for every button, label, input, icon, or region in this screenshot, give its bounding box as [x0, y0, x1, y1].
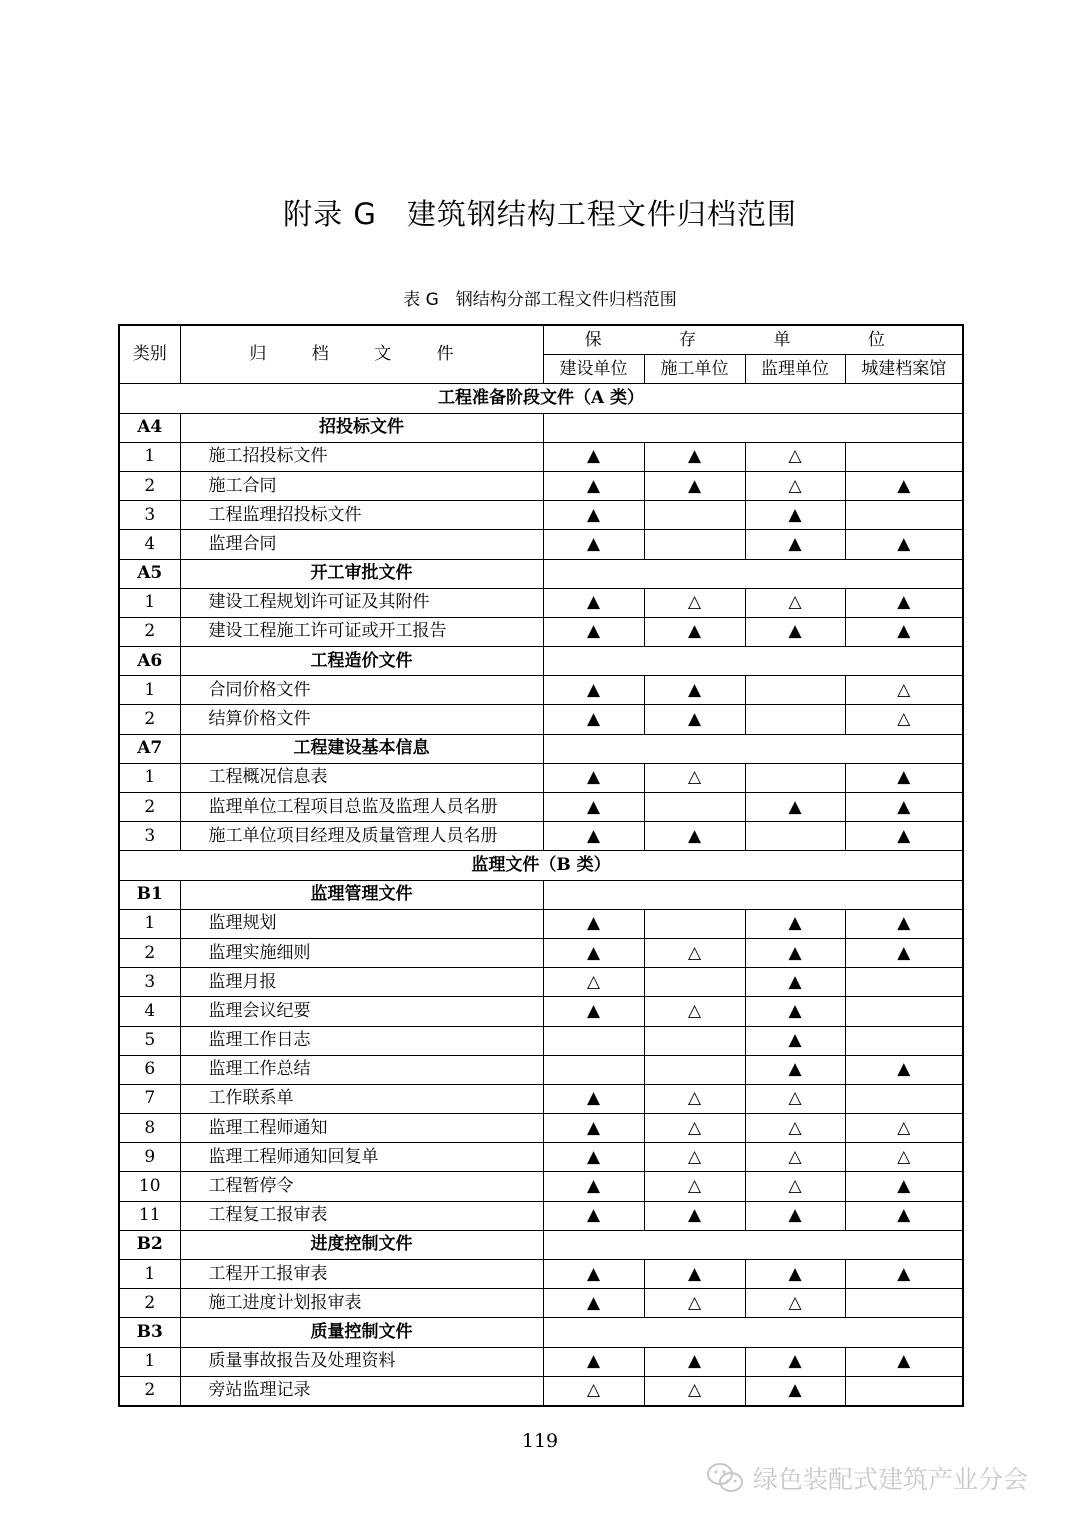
mark-supervisor: △ [745, 1084, 845, 1113]
item-number: 3 [119, 501, 180, 530]
mark-supervisor: ▲ [745, 1201, 845, 1230]
mark-owner: ▲ [543, 938, 644, 967]
mark-contractor [644, 1055, 745, 1084]
table-row [119, 1376, 963, 1406]
group-code: B2 [119, 1230, 180, 1259]
header-unit-supervisor: 监理单位 [745, 355, 845, 384]
group-row [119, 1318, 963, 1347]
mark-contractor: △ [644, 763, 745, 792]
mark-owner: ▲ [543, 530, 644, 559]
mark-contractor: ▲ [644, 1260, 745, 1289]
item-document-name: 监理月报 [180, 968, 543, 997]
item-document-name: 监理工作总结 [180, 1055, 543, 1084]
group-title: 质量控制文件 [180, 1318, 543, 1347]
mark-archive: ▲ [845, 1347, 963, 1376]
table-row [119, 1055, 963, 1084]
table-row [119, 530, 963, 559]
header-unit-owner: 建设单位 [543, 355, 644, 384]
mark-archive: ▲ [845, 909, 963, 938]
item-document-name: 建设工程施工许可证或开工报告 [180, 617, 543, 646]
mark-supervisor: ▲ [745, 530, 845, 559]
watermark [705, 1458, 1050, 1498]
mark-archive: △ [845, 676, 963, 705]
mark-archive: ▲ [845, 763, 963, 792]
mark-archive [845, 1084, 963, 1113]
group-row [119, 734, 963, 763]
mark-archive: ▲ [845, 471, 963, 500]
group-row [119, 880, 963, 909]
mark-owner: ▲ [543, 705, 644, 734]
item-number: 9 [119, 1143, 180, 1172]
item-number: 1 [119, 1347, 180, 1376]
table-row [119, 938, 963, 967]
mark-contractor [644, 1026, 745, 1055]
mark-supervisor: △ [745, 1289, 845, 1318]
item-number: 4 [119, 997, 180, 1026]
mark-archive: ▲ [845, 1055, 963, 1084]
mark-owner: ▲ [543, 442, 644, 471]
mark-contractor: ▲ [644, 705, 745, 734]
table-row [119, 1143, 963, 1172]
item-document-name: 监理工程师通知回复单 [180, 1143, 543, 1172]
header-storage: 保 存 单 位 [543, 325, 963, 355]
item-number: 10 [119, 1172, 180, 1201]
mark-owner: ▲ [543, 1143, 644, 1172]
item-document-name: 施工进度计划报审表 [180, 1289, 543, 1318]
item-document-name: 工程复工报审表 [180, 1201, 543, 1230]
group-title: 进度控制文件 [180, 1230, 543, 1259]
group-code: A4 [119, 413, 180, 442]
mark-supervisor: ▲ [745, 997, 845, 1026]
item-document-name: 监理会议纪要 [180, 997, 543, 1026]
mark-archive: ▲ [845, 1172, 963, 1201]
mark-supervisor: ▲ [745, 1260, 845, 1289]
item-document-name: 旁站监理记录 [180, 1376, 543, 1406]
table-row [119, 1026, 963, 1055]
stage-title: 工程准备阶段文件（A 类） [119, 384, 963, 413]
item-document-name: 监理单位工程项目总监及监理人员名册 [180, 793, 543, 822]
mark-archive: ▲ [845, 588, 963, 617]
mark-archive: ▲ [845, 530, 963, 559]
mark-contractor: △ [644, 1084, 745, 1113]
mark-supervisor: ▲ [745, 1055, 845, 1084]
table-row [119, 997, 963, 1026]
stage-row [119, 384, 963, 413]
mark-owner: ▲ [543, 822, 644, 851]
mark-contractor: ▲ [644, 676, 745, 705]
mark-contractor: △ [644, 1143, 745, 1172]
group-row [119, 647, 963, 676]
mark-owner: ▲ [543, 588, 644, 617]
mark-supervisor: △ [745, 1172, 845, 1201]
mark-archive [845, 442, 963, 471]
page-number: 119 [521, 1430, 559, 1452]
table-row [119, 763, 963, 792]
item-number: 1 [119, 1260, 180, 1289]
item-document-name: 工作联系单 [180, 1084, 543, 1113]
header-row [119, 325, 963, 355]
group-empty-cell [543, 1318, 963, 1347]
table-row [119, 1347, 963, 1376]
item-number: 3 [119, 968, 180, 997]
watermark-text: 绿色装配式建筑产业分会 [753, 1465, 1029, 1494]
mark-owner [543, 1026, 644, 1055]
group-empty-cell [543, 647, 963, 676]
mark-archive: ▲ [845, 822, 963, 851]
mark-contractor [644, 968, 745, 997]
item-number: 5 [119, 1026, 180, 1055]
mark-owner: ▲ [543, 676, 644, 705]
mark-supervisor: ▲ [745, 1026, 845, 1055]
mark-supervisor: ▲ [745, 1347, 845, 1376]
mark-contractor [644, 909, 745, 938]
group-code: A7 [119, 734, 180, 763]
mark-owner: ▲ [543, 997, 644, 1026]
table-row [119, 1084, 963, 1113]
mark-archive: ▲ [845, 1201, 963, 1230]
item-number: 11 [119, 1201, 180, 1230]
item-number: 2 [119, 617, 180, 646]
item-document-name: 质量事故报告及处理资料 [180, 1347, 543, 1376]
item-document-name: 工程监理招投标文件 [180, 501, 543, 530]
table-row [119, 501, 963, 530]
group-empty-cell [543, 413, 963, 442]
header-documents: 归 档 文 件 [180, 325, 543, 384]
table-row [119, 471, 963, 500]
mark-supervisor: ▲ [745, 501, 845, 530]
group-row [119, 1230, 963, 1259]
item-number: 2 [119, 705, 180, 734]
item-number: 1 [119, 442, 180, 471]
item-document-name: 工程暂停令 [180, 1172, 543, 1201]
mark-contractor: △ [644, 938, 745, 967]
mark-supervisor: ▲ [745, 1376, 845, 1406]
mark-supervisor [745, 676, 845, 705]
group-code: B3 [119, 1318, 180, 1347]
mark-archive [845, 1026, 963, 1055]
mark-supervisor [745, 763, 845, 792]
mark-owner: ▲ [543, 793, 644, 822]
group-title: 工程建设基本信息 [180, 734, 543, 763]
table-row [119, 1201, 963, 1230]
table-body [119, 384, 963, 1406]
mark-archive: ▲ [845, 1260, 963, 1289]
mark-archive [845, 501, 963, 530]
mark-archive: △ [845, 1114, 963, 1143]
table-row [119, 1172, 963, 1201]
mark-owner: ▲ [543, 617, 644, 646]
mark-contractor: ▲ [644, 471, 745, 500]
group-row [119, 559, 963, 588]
group-title: 监理管理文件 [180, 880, 543, 909]
group-title: 招投标文件 [180, 413, 543, 442]
table-row [119, 793, 963, 822]
item-number: 2 [119, 793, 180, 822]
item-document-name: 工程开工报审表 [180, 1260, 543, 1289]
mark-owner: ▲ [543, 1114, 644, 1143]
mark-contractor: ▲ [644, 442, 745, 471]
mark-contractor [644, 530, 745, 559]
mark-contractor: ▲ [644, 1201, 745, 1230]
item-number: 1 [119, 763, 180, 792]
mark-owner: ▲ [543, 1201, 644, 1230]
mark-owner: ▲ [543, 501, 644, 530]
stage-title: 监理文件（B 类） [119, 851, 963, 880]
header-unit-contractor: 施工单位 [644, 355, 745, 384]
item-document-name: 监理实施细则 [180, 938, 543, 967]
item-document-name: 施工单位项目经理及质量管理人员名册 [180, 822, 543, 851]
item-number: 3 [119, 822, 180, 851]
wechat-icon [705, 1461, 745, 1495]
item-document-name: 监理合同 [180, 530, 543, 559]
mark-owner: ▲ [543, 471, 644, 500]
group-empty-cell [543, 880, 963, 909]
header-unit-archive: 城建档案馆 [845, 355, 963, 384]
group-code: A5 [119, 559, 180, 588]
mark-archive: △ [845, 705, 963, 734]
mark-supervisor: △ [745, 1114, 845, 1143]
group-code: B1 [119, 880, 180, 909]
mark-contractor [644, 501, 745, 530]
table-row [119, 617, 963, 646]
mark-archive [845, 968, 963, 997]
mark-archive [845, 1376, 963, 1406]
mark-contractor: △ [644, 1114, 745, 1143]
mark-contractor [644, 793, 745, 822]
item-number: 2 [119, 1289, 180, 1318]
mark-archive [845, 997, 963, 1026]
item-number: 2 [119, 471, 180, 500]
group-empty-cell [543, 1230, 963, 1259]
page-title: 附录 G 建筑钢结构工程文件归档范围 [283, 197, 797, 231]
mark-supervisor: ▲ [745, 909, 845, 938]
item-document-name: 监理工程师通知 [180, 1114, 543, 1143]
mark-owner: ▲ [543, 1347, 644, 1376]
item-number: 1 [119, 909, 180, 938]
table-row [119, 705, 963, 734]
mark-supervisor: ▲ [745, 938, 845, 967]
item-document-name: 合同价格文件 [180, 676, 543, 705]
item-number: 6 [119, 1055, 180, 1084]
item-number: 1 [119, 676, 180, 705]
item-document-name: 施工招投标文件 [180, 442, 543, 471]
item-number: 7 [119, 1084, 180, 1113]
table-row [119, 909, 963, 938]
mark-owner: ▲ [543, 1289, 644, 1318]
table-row [119, 968, 963, 997]
mark-contractor: ▲ [644, 1347, 745, 1376]
mark-contractor: △ [644, 1376, 745, 1406]
mark-supervisor: △ [745, 442, 845, 471]
item-document-name: 建设工程规划许可证及其附件 [180, 588, 543, 617]
group-code: A6 [119, 647, 180, 676]
mark-owner: ▲ [543, 1172, 644, 1201]
group-title: 工程造价文件 [180, 647, 543, 676]
table-row [119, 1260, 963, 1289]
mark-supervisor: △ [745, 588, 845, 617]
item-number: 2 [119, 1376, 180, 1406]
mark-contractor: △ [644, 1172, 745, 1201]
group-row [119, 413, 963, 442]
mark-owner: △ [543, 968, 644, 997]
mark-supervisor: ▲ [745, 793, 845, 822]
mark-owner: △ [543, 1376, 644, 1406]
table-row [119, 588, 963, 617]
group-empty-cell [543, 734, 963, 763]
item-document-name: 结算价格文件 [180, 705, 543, 734]
group-title: 开工审批文件 [180, 559, 543, 588]
item-document-name: 监理规划 [180, 909, 543, 938]
mark-owner: ▲ [543, 1084, 644, 1113]
table-row [119, 442, 963, 471]
mark-archive: ▲ [845, 793, 963, 822]
item-document-name: 监理工作日志 [180, 1026, 543, 1055]
mark-archive: ▲ [845, 617, 963, 646]
table-row [119, 676, 963, 705]
mark-owner [543, 1055, 644, 1084]
item-number: 2 [119, 938, 180, 967]
item-document-name: 施工合同 [180, 471, 543, 500]
mark-contractor: ▲ [644, 822, 745, 851]
item-document-name: 工程概况信息表 [180, 763, 543, 792]
item-number: 8 [119, 1114, 180, 1143]
mark-contractor: △ [644, 588, 745, 617]
mark-supervisor [745, 822, 845, 851]
mark-owner: ▲ [543, 1260, 644, 1289]
mark-archive [845, 1289, 963, 1318]
mark-contractor: ▲ [644, 617, 745, 646]
mark-contractor: △ [644, 997, 745, 1026]
mark-owner: ▲ [543, 909, 644, 938]
stage-row [119, 851, 963, 880]
mark-supervisor: ▲ [745, 617, 845, 646]
table-caption: 表 G 钢结构分部工程文件归档范围 [403, 290, 677, 310]
table-row [119, 822, 963, 851]
archive-scope-table [118, 324, 964, 1407]
mark-archive: ▲ [845, 938, 963, 967]
table-row [119, 1289, 963, 1318]
mark-owner: ▲ [543, 763, 644, 792]
mark-contractor: △ [644, 1289, 745, 1318]
group-empty-cell [543, 559, 963, 588]
table-row [119, 1114, 963, 1143]
item-number: 4 [119, 530, 180, 559]
mark-supervisor: ▲ [745, 968, 845, 997]
mark-archive: △ [845, 1143, 963, 1172]
item-number: 1 [119, 588, 180, 617]
mark-supervisor [745, 705, 845, 734]
header-category: 类别 [119, 325, 180, 384]
mark-supervisor: △ [745, 471, 845, 500]
mark-supervisor: △ [745, 1143, 845, 1172]
